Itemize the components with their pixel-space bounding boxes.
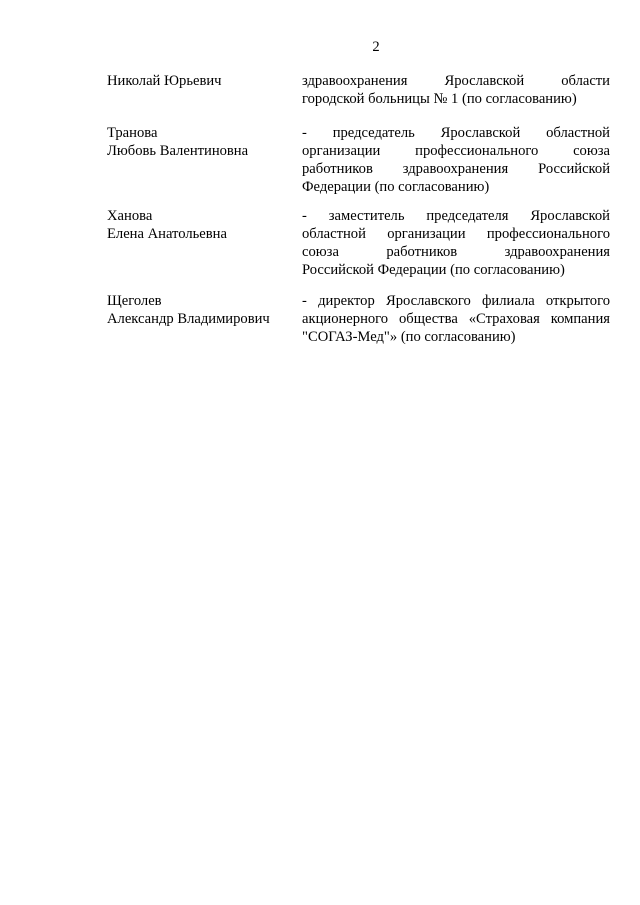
member-position — [302, 292, 610, 346]
position-line: - директор Ярославского филиала открытого — [302, 293, 610, 309]
position-line: акционерного общества «Страховая компания — [302, 311, 610, 327]
position-line: областной организации профессионального — [302, 226, 610, 242]
position-line: "СОГАЗ-Мед"» (по согласованию) — [302, 329, 516, 345]
member-name — [107, 207, 297, 243]
position-line: Федерации (по согласованию) — [302, 179, 490, 195]
page-number: 2 — [372, 39, 380, 55]
committee-member-entry — [107, 292, 610, 346]
member-position — [302, 72, 610, 108]
member-name-line: Николай Юрьевич — [107, 73, 222, 89]
position-line: - заместитель председателя Ярославской — [302, 208, 610, 224]
member-name — [107, 124, 297, 160]
position-line: - председатель Ярославской областной — [302, 125, 610, 141]
position-line: Российской Федерации (по согласованию) — [302, 262, 565, 278]
member-position — [302, 207, 610, 279]
member-given-names: Любовь Валентиновна — [107, 143, 249, 159]
committee-member-entry — [107, 124, 610, 196]
position-line: здравоохранения Ярославской области — [302, 73, 610, 89]
committee-member-entry — [107, 72, 610, 108]
member-name — [107, 72, 297, 90]
member-position — [302, 124, 610, 196]
member-name — [107, 292, 297, 328]
position-line: городской больницы № 1 (по согласованию) — [302, 91, 577, 107]
position-line: организации профессионального союза — [302, 143, 610, 159]
member-given-names: Елена Анатольевна — [107, 226, 227, 242]
member-surname: Ханова — [107, 208, 153, 224]
member-surname: Щеголев — [107, 293, 162, 309]
position-line: работников здравоохранения Российской — [302, 161, 610, 177]
member-surname: Транова — [107, 125, 158, 141]
committee-member-entry — [107, 207, 610, 279]
member-given-names: Александр Владимирович — [107, 311, 270, 327]
position-line: союза работников здравоохранения — [302, 244, 610, 260]
